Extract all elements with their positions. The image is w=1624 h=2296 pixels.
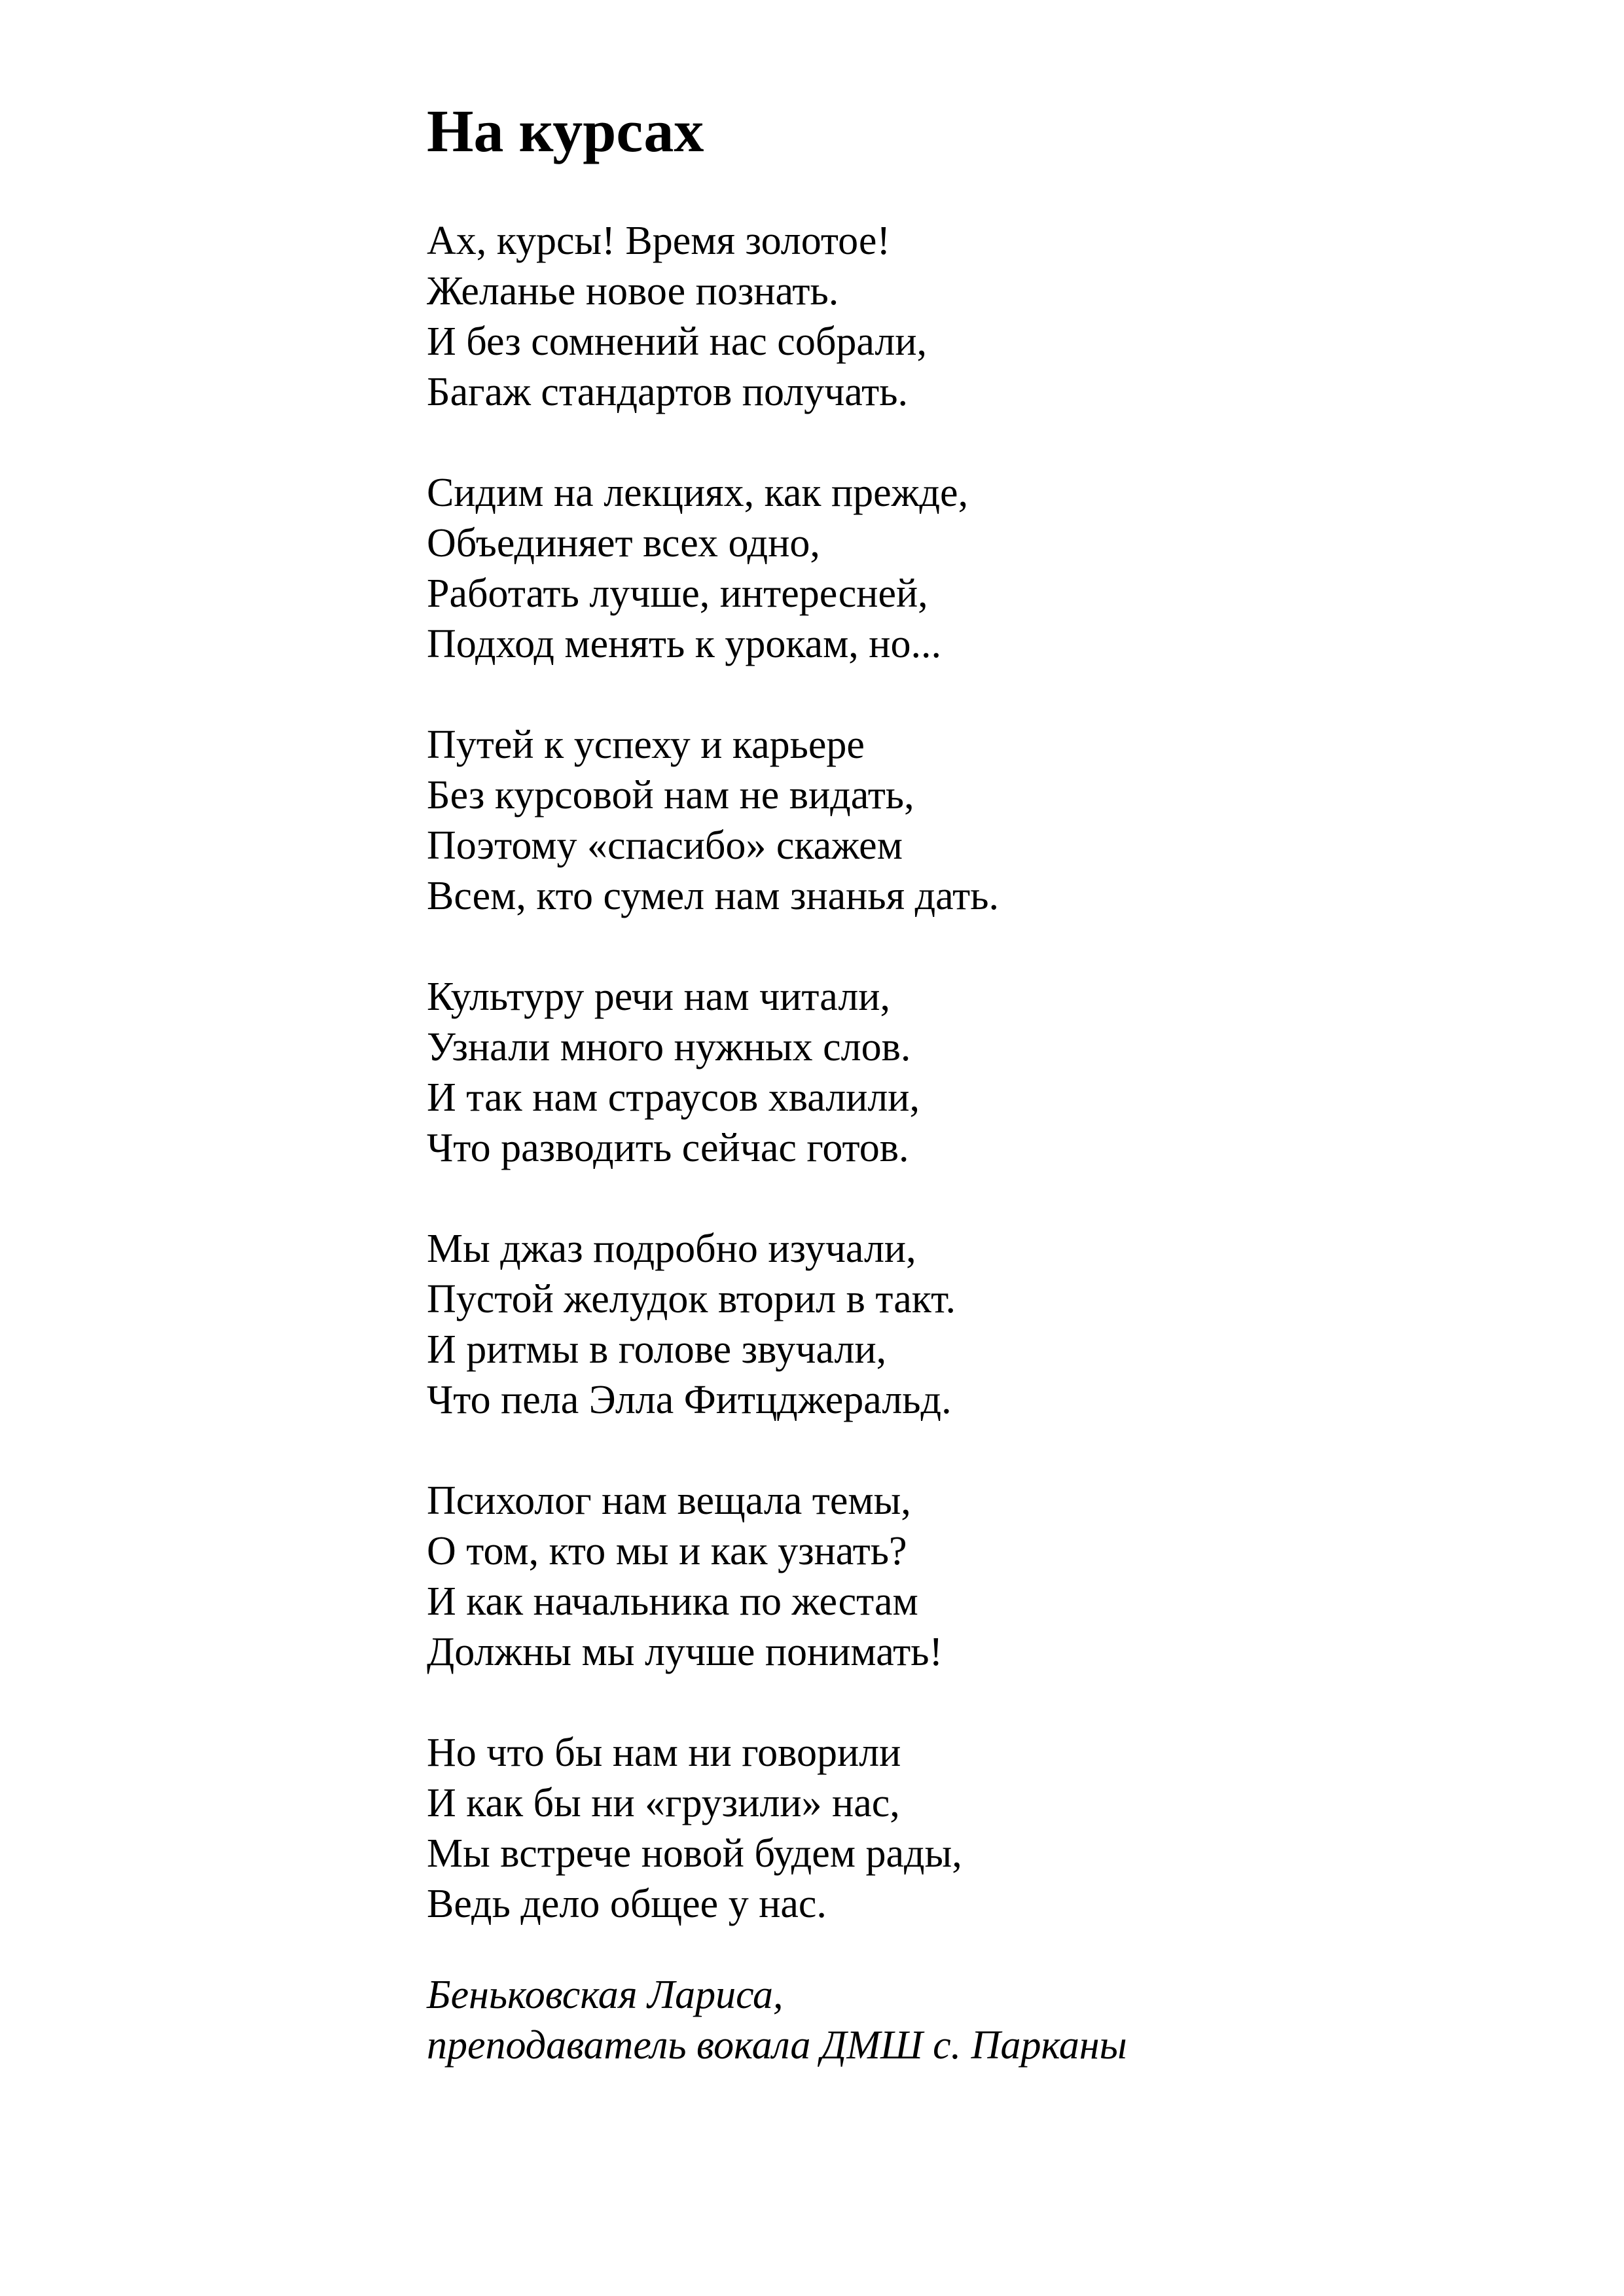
signature-position: преподаватель вокала ДМШ с. Парканы [427,2023,1127,2068]
signature-author: Беньковская Лариса, [427,1973,784,2017]
poem-line: Культуру речи нам читали, [427,975,890,1019]
poem-line: Ах, курсы! Время золотое! [427,219,891,263]
poem-line: Должны мы лучше понимать! [427,1630,943,1674]
stanza [427,972,1572,1174]
poem-line: Багаж стандартов получать. [427,370,909,414]
signature [427,1970,1127,2071]
poem-line: Узнали много нужных слов. [427,1025,911,1069]
poem-line: Но что бы нам ни говорили [427,1731,901,1775]
poem-line: О том, кто мы и как узнать? [427,1529,907,1573]
poem-line: Ведь дело общее у нас. [427,1882,827,1926]
poem-line: Поэтому «спасибо» скажем [427,823,903,868]
poem-line: Что разводить сейчас готов. [427,1126,909,1170]
poem-line: Что пела Элла Фитцджеральд. [427,1378,952,1422]
stanza [427,216,1572,418]
poem-line: Пустой желудок вторил в такт. [427,1277,956,1321]
poem-line: И так нам страусов хвалили, [427,1075,920,1120]
poem-line: И как начальника по жестам [427,1579,918,1624]
poem-line: Работать лучше, интересней, [427,571,928,616]
stanza [427,468,1572,670]
poem-body [427,216,1572,1980]
stanza [427,1476,1572,1677]
poem-line: Сидим на лекциях, как прежде, [427,471,969,515]
poem-line: Без курсовой нам не видать, [427,773,914,817]
poem-line: Психолог нам вещала темы, [427,1479,911,1523]
poem-line: Мы джаз подробно изучали, [427,1227,916,1271]
stanza [427,1224,1572,1426]
poem-line: Подход менять к урокам, но... [427,622,941,666]
poem-line: Объединяет всех одно, [427,521,820,565]
poem-title: На курсах [427,98,704,164]
poem-line: Желанье новое познать. [427,269,839,314]
poem-line: И без сомнений нас собрали, [427,319,928,364]
poem-line: Путей к успеху и карьере [427,723,865,767]
poem-line: И как бы ни «грузили» нас, [427,1781,900,1825]
poem-line: И ритмы в голове звучали, [427,1327,887,1372]
stanza [427,720,1572,922]
poem-line: Мы встрече новой будем рады, [427,1831,962,1876]
stanza [427,1728,1572,1929]
poem-line: Всем, кто сумел нам знанья дать. [427,874,999,918]
